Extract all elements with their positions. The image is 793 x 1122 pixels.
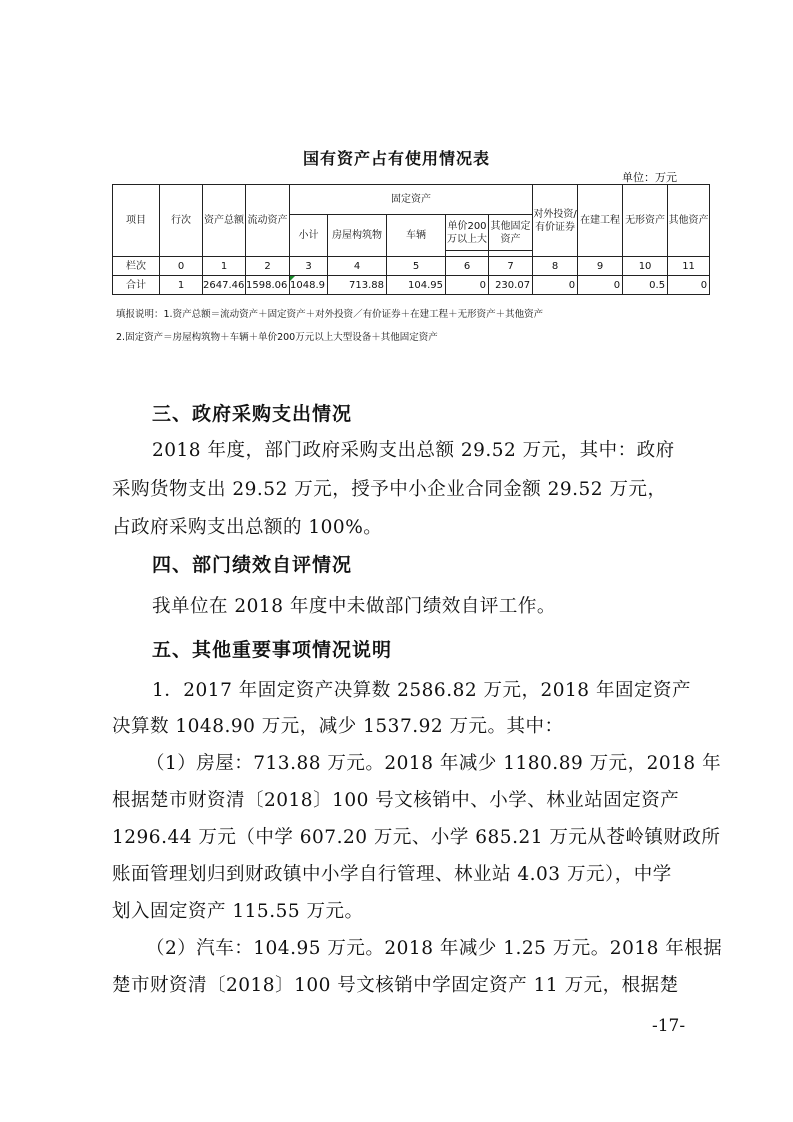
table-cell: 栏次 (113, 257, 160, 276)
header-buildings: 房屋构筑物 (328, 215, 387, 257)
table-cell: 230.07 (489, 276, 533, 295)
table-note-1: 填报说明：1.资产总额＝流动资产＋固定资产＋对外投资／有价证券＋在建工程＋无形资产＋其他资产 (116, 309, 544, 320)
paragraph-line: 账面管理划归到财政镇中小学自行管理、林业站 4.03 万元），中学 (112, 864, 672, 885)
header-construction: 在建工程 (578, 185, 623, 257)
paragraph-line: 采购货物支出 29.52 万元，授予中小企业合同金额 29.52 万元， (112, 479, 667, 500)
state-assets-table (112, 184, 710, 295)
table-cell: 1 (203, 257, 246, 276)
header-other-fixed: 其他固定资产 (489, 215, 533, 251)
paragraph-line: 楚市财资清〔2018〕100 号文核销中学固定资产 11 万元，根据楚 (112, 975, 679, 996)
table-cell: 4 (328, 257, 387, 276)
table-cell: 8 (533, 257, 578, 276)
table-note-2: 2.固定资产＝房屋构筑物＋车辆＋单价200万元以上大型设备＋其他固定资产 (116, 332, 438, 343)
table-cell: 1048.9 (290, 276, 328, 295)
header-investment: 对外投资/有价证券 (533, 185, 578, 257)
table-cell: 0.5 (623, 276, 668, 295)
header-other-assets: 其他资产 (668, 185, 710, 257)
table-cell: 9 (578, 257, 623, 276)
header-intangible: 无形资产 (623, 185, 668, 257)
paragraph-line: （1）房屋：713.88 万元。2018 年减少 1180.89 万元，2018 年 (146, 753, 722, 774)
paragraph-line: （2）汽车：104.95 万元。2018 年减少 1.25 万元。2018 年根据 (146, 938, 723, 959)
header-total-assets: 资产总额 (203, 185, 246, 257)
paragraph-line: 根据楚市财资清〔2018〕100 号文核销中、小学、林业站固定资产 (112, 790, 680, 811)
header-large-equipment: 单价200万以上大 (446, 215, 489, 251)
table-cell: 713.88 (328, 276, 387, 295)
paragraph-line: 1296.44 万元（中学 607.20 万元、小学 685.21 万元从苍岭镇财政所 (112, 827, 721, 848)
table-unit: 单位：万元 (622, 171, 677, 184)
header-row-no: 行次 (160, 185, 203, 257)
table-cell: 7 (489, 257, 533, 276)
table-cell: 2647.46 (203, 276, 246, 295)
table-row-total (113, 276, 710, 295)
table-cell: 2 (246, 257, 290, 276)
table-cell: 11 (668, 257, 710, 276)
page-number: -17- (652, 1016, 686, 1036)
table-cell: 0 (160, 257, 203, 276)
section-heading-other-matters: 五、其他重要事项情况说明 (152, 639, 393, 661)
table-title: 国有资产占有使用情况表 (302, 149, 490, 168)
table-cell: 1 (160, 276, 203, 295)
table-cell: 5 (387, 257, 446, 276)
header-fixed-assets: 固定资产 (290, 185, 533, 215)
table-cell: 3 (290, 257, 328, 276)
header-subtotal: 小计 (290, 215, 328, 257)
paragraph-line: 占政府采购支出总额的 100%。 (112, 517, 383, 538)
table-cell: 0 (578, 276, 623, 295)
table-cell: 10 (623, 257, 668, 276)
table-cell: 104.95 (387, 276, 446, 295)
header-vehicles: 车辆 (387, 215, 446, 257)
header-current-assets: 流动资产 (246, 185, 290, 257)
table-cell: 0 (446, 276, 489, 295)
section-heading-performance: 四、部门绩效自评情况 (152, 554, 353, 576)
paragraph-line: 划入固定资产 115.55 万元。 (112, 901, 364, 922)
paragraph-line: 我单位在 2018 年度中未做部门绩效自评工作。 (152, 596, 556, 617)
table-cell: 0 (533, 276, 578, 295)
paragraph-line: 决算数 1048.90 万元，减少 1537.92 万元。其中： (112, 716, 564, 737)
table-cell: 合计 (113, 276, 160, 295)
table-cell: 6 (446, 257, 489, 276)
section-heading-procurement: 三、政府采购支出情况 (152, 403, 353, 425)
paragraph-line: 2018 年度，部门政府采购支出总额 29.52 万元，其中：政府 (152, 440, 675, 461)
table-cell: 1598.06 (246, 276, 290, 295)
header-item: 项目 (113, 185, 160, 257)
paragraph-line: 1．2017 年固定资产决算数 2586.82 万元，2018 年固定资产 (152, 680, 691, 701)
table-row-lanci (113, 257, 710, 276)
table-cell: 0 (668, 276, 710, 295)
